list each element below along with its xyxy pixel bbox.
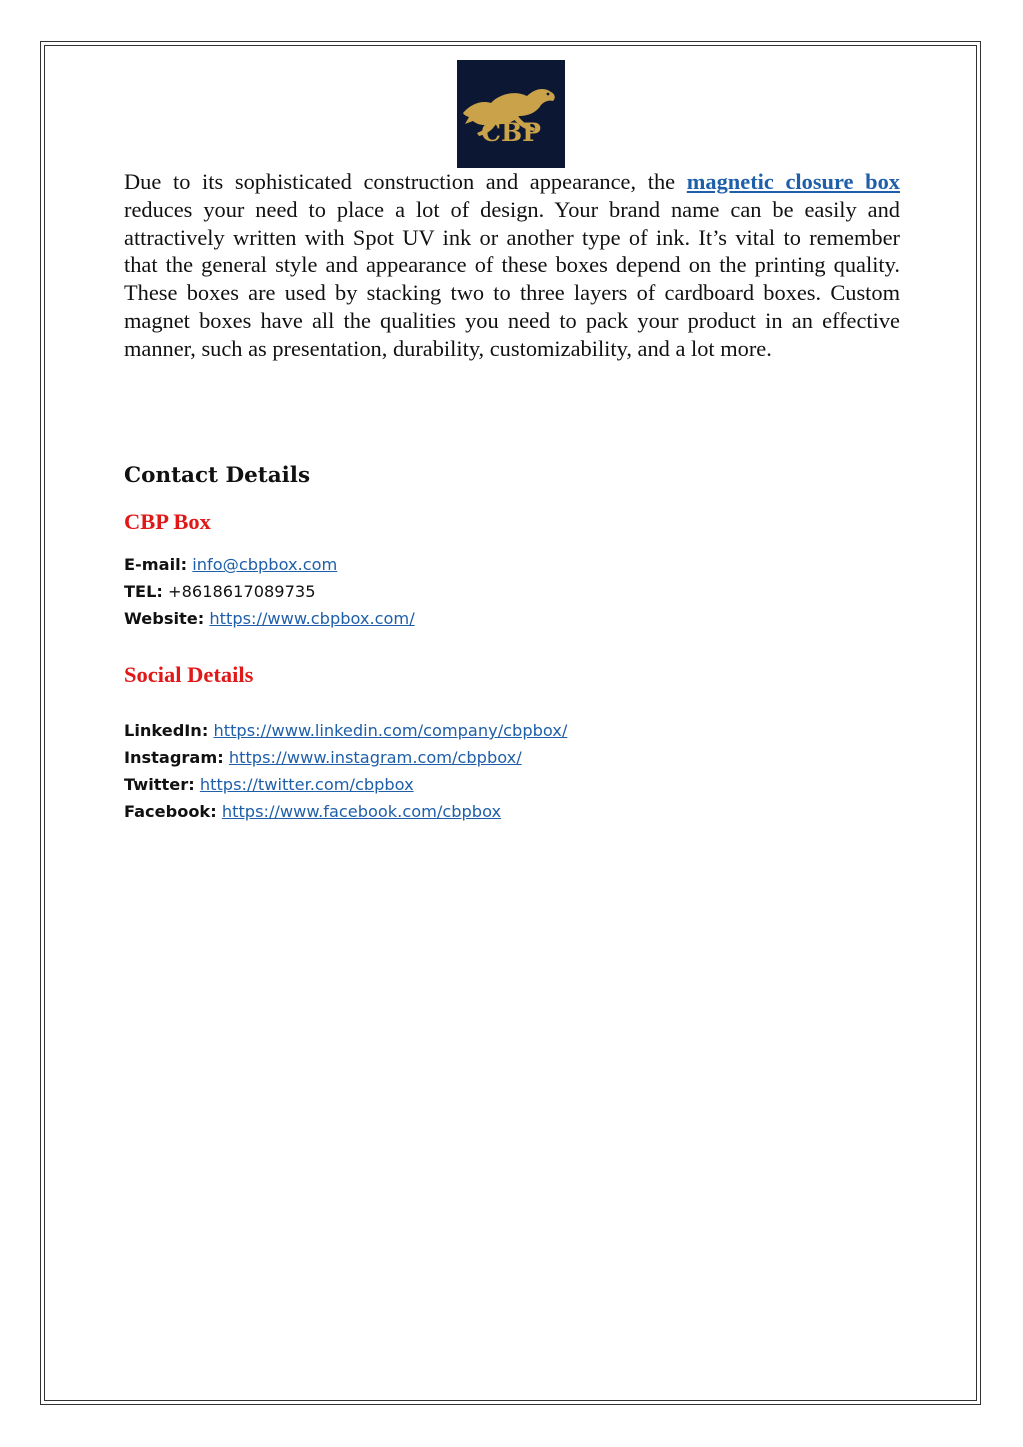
email-link[interactable]: info@cbpbox.com <box>192 555 338 574</box>
tel-label: TEL: <box>124 582 163 601</box>
website-label: Website: <box>124 609 205 628</box>
website-line <box>124 609 415 629</box>
email-label: E-mail: <box>124 555 188 574</box>
contact-details-heading: Contact Details <box>124 463 311 488</box>
tel-line <box>124 582 316 602</box>
body-rest: reduces your need to place a lot of design. Your brand name can be easily and attractively written with Spot UV ink or another type of ink. It’s vital to remember that the general style and appearance of these boxes depend on the printing quality. These boxes are used by stacking two to three layers of cardboard boxes. Custom magnet boxes have all the qualities you need to pack your product in an effective manner, such as presentation, durability, customizability, and a lot more. <box>124 196 900 361</box>
cbp-logo <box>457 60 565 168</box>
tel-value: +8618617089735 <box>168 582 316 601</box>
instagram-label: Instagram: <box>124 748 224 767</box>
instagram-line <box>124 748 522 768</box>
facebook-line <box>124 802 501 822</box>
social-details-heading: Social Details <box>124 662 254 687</box>
facebook-label: Facebook: <box>124 802 217 821</box>
linkedin-label: LinkedIn: <box>124 721 209 740</box>
linkedin-line <box>124 721 567 741</box>
twitter-link[interactable]: https://twitter.com/cbpbox <box>199 775 414 794</box>
linkedin-link[interactable]: https://www.linkedin.com/company/cbpbox/ <box>213 721 568 740</box>
twitter-label: Twitter: <box>124 775 195 794</box>
magnetic-closure-box-link[interactable]: magnetic closure box <box>686 169 900 194</box>
leaping-cat-logo-icon <box>457 60 565 168</box>
twitter-line <box>124 775 414 795</box>
website-link[interactable]: https://www.cbpbox.com/ <box>209 609 415 628</box>
body-paragraph <box>124 168 900 363</box>
facebook-link[interactable]: https://www.facebook.com/cbpbox <box>221 802 502 821</box>
email-line <box>124 555 337 575</box>
instagram-link[interactable]: https://www.instagram.com/cbpbox/ <box>228 748 522 767</box>
company-name-heading: CBP Box <box>124 509 211 534</box>
logo-text: CBP <box>481 118 541 147</box>
body-intro: Due to its sophisticated construction and appearance, the <box>124 169 687 194</box>
